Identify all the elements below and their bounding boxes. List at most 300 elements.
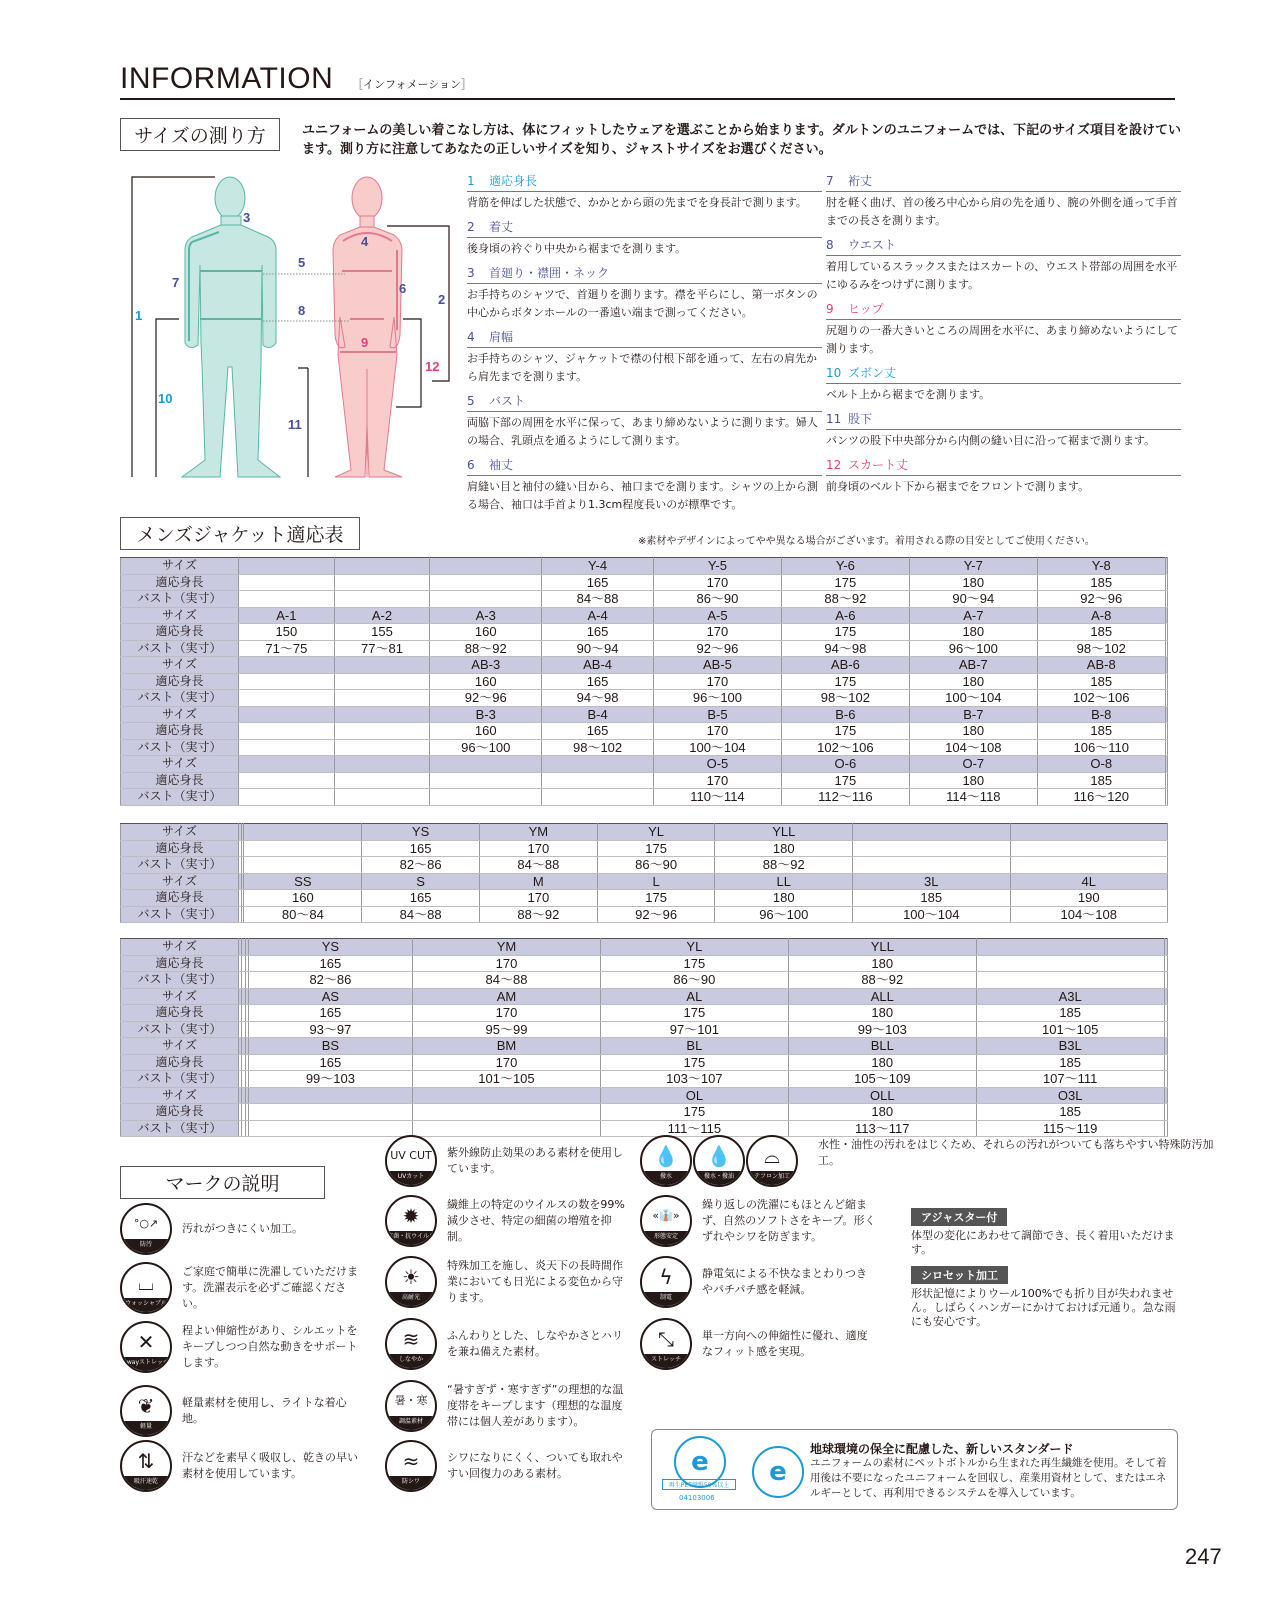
table-cell: 180	[909, 624, 1037, 641]
table-cell: 86～90	[600, 972, 788, 989]
table-row	[121, 640, 1168, 657]
table-cell: Y-4	[542, 558, 654, 575]
table-cell	[1165, 772, 1167, 789]
page-number: 247	[1185, 1544, 1222, 1569]
table-cell: 98～102	[1037, 640, 1165, 657]
table-cell: 105～109	[788, 1071, 976, 1088]
table-cell: 180	[909, 723, 1037, 740]
mark-band-label: しなやか	[387, 1354, 435, 1368]
table-cell	[1165, 657, 1167, 674]
measure-item-number: 1	[467, 174, 475, 188]
figure-label-11: 11	[288, 417, 302, 432]
table-cell: 175	[781, 574, 909, 591]
table-cell	[1165, 690, 1167, 707]
lightfast-icon	[385, 1256, 437, 1308]
table-cell: YM	[479, 824, 597, 841]
table-cell	[1164, 1054, 1167, 1071]
table-row	[121, 873, 1168, 890]
table-cell: B-3	[430, 706, 542, 723]
table-cell: 84～88	[362, 906, 480, 923]
table-cell: 175	[600, 955, 788, 972]
mark-band-label: 軽量	[122, 1421, 170, 1435]
table-cell: 170	[413, 955, 601, 972]
measure-item-desc: 尻廻りの一番大きいところの周囲を水平に、あまり締めないようにして測ります。	[826, 324, 1178, 355]
table-cell: 180	[909, 574, 1037, 591]
measure-item-desc: 両脇下部の周囲を水平に保って、あまり締めないように測ります。婦人の場合、乳頭点を通るようにして測ります。	[467, 416, 818, 447]
table-row	[121, 789, 1168, 806]
table-cell: A-5	[653, 607, 781, 624]
measure-item	[826, 410, 1181, 450]
mark-desc: 軽量素材を使用し、ライトな着心地。	[182, 1396, 347, 1425]
row-label: 適応身長	[121, 840, 239, 857]
measure-item-label: 着丈	[489, 220, 514, 234]
table-cell	[239, 772, 335, 789]
table-cell	[248, 1087, 412, 1104]
mark-item	[120, 1262, 362, 1314]
table-cell: 102～106	[1037, 690, 1165, 707]
table-cell	[334, 789, 430, 806]
measure-item-label: 適応身長	[489, 174, 538, 188]
table-cell	[239, 690, 335, 707]
row-label: 適応身長	[121, 1104, 239, 1121]
table-cell	[334, 690, 430, 707]
measure-item-desc: 着用しているスラックスまたはスカートの、ウエスト帯部の周囲を水平にゆるみをつけずに測ります。	[826, 260, 1178, 291]
table-cell: 165	[542, 574, 654, 591]
row-label: 適応身長	[121, 723, 239, 740]
table-cell	[853, 840, 1010, 857]
row-label: バスト（実寸）	[121, 739, 239, 756]
table-cell	[239, 574, 335, 591]
table-cell	[1165, 574, 1167, 591]
mark-item	[640, 1318, 877, 1370]
measure-item-desc: 背筋を伸ばした状態で、かかとから頭の先までを身長計で測ります。	[467, 196, 807, 209]
table-cell	[334, 723, 430, 740]
row-label: 適応身長	[121, 673, 239, 690]
table-cell: 185	[1037, 772, 1165, 789]
measure-item-label: 袖丈	[489, 458, 514, 472]
table-cell: 80～84	[244, 906, 362, 923]
row-label: バスト（実寸）	[121, 1120, 239, 1137]
table-row	[121, 1071, 1168, 1088]
table-cell	[430, 574, 542, 591]
table-cell: 180	[715, 840, 853, 857]
mark-item	[385, 1380, 627, 1432]
table-cell	[334, 558, 430, 575]
mark-glyph: ⌓	[764, 1144, 780, 1168]
table-cell: 165	[248, 1005, 412, 1022]
measure-item	[826, 364, 1181, 404]
measure-item-label: 肩幅	[489, 330, 514, 344]
stretch-icon	[640, 1318, 692, 1370]
table-cell: 160	[430, 624, 542, 641]
table-cell: 104～108	[909, 739, 1037, 756]
water-repellent-icon	[640, 1135, 692, 1187]
table-cell	[853, 857, 1010, 874]
table-row	[121, 988, 1168, 1005]
two-way-stretch-icon	[120, 1321, 172, 1373]
mark-item	[385, 1256, 627, 1308]
siroset-note	[911, 1264, 1179, 1329]
row-label: バスト（実寸）	[121, 1021, 239, 1038]
adjuster-tag: アジャスター付	[911, 1208, 1007, 1226]
table-cell: 99～103	[788, 1021, 976, 1038]
measurement-diagram	[120, 165, 450, 485]
stain-resistant-icon	[120, 1203, 172, 1255]
table-cell: 165	[248, 1054, 412, 1071]
table-cell: OL	[600, 1087, 788, 1104]
table-cell: 84～88	[413, 972, 601, 989]
jacket-note: ※素材やデザインによってやや異なる場合がございます。着用される際の目安としてご使用ください。	[638, 536, 1095, 547]
table-row	[121, 690, 1168, 707]
mark-band-label: 抗菌・抗ウイルス	[387, 1231, 435, 1245]
row-label: サイズ	[121, 939, 239, 956]
table-cell	[334, 574, 430, 591]
table-cell	[1010, 857, 1168, 874]
table-row	[121, 756, 1168, 773]
table-cell	[334, 772, 430, 789]
table-cell	[976, 972, 1164, 989]
figure-label-2: 2	[438, 292, 446, 307]
table-cell	[1010, 840, 1168, 857]
table-cell: 96～100	[909, 640, 1037, 657]
measure-item-title	[826, 456, 1181, 476]
mark-desc: 特殊加工を施し、炎天下の長時間作業においても日光による変色から守ります。	[447, 1259, 623, 1304]
measure-item-desc: 前身頃のベルト下から裾までをフロントで測ります。	[826, 480, 1090, 493]
table-cell	[976, 939, 1164, 956]
table-cell: 77～81	[334, 640, 430, 657]
row-label: バスト（実寸）	[121, 857, 239, 874]
table-cell: 170	[653, 673, 781, 690]
table-cell: Y-8	[1037, 558, 1165, 575]
table-cell: 94～98	[542, 690, 654, 707]
row-label: バスト（実寸）	[121, 906, 239, 923]
table-cell: AB-7	[909, 657, 1037, 674]
mark-desc: 繰り返しの洗濯にもほとんど縮まず、自然のソフトさをキープ。形くずれやシワを防ぎます。	[702, 1198, 876, 1243]
mark-desc: 単一方向への伸縮性に優れ、適度なフィット感を実現。	[702, 1329, 868, 1358]
table-cell: 160	[430, 673, 542, 690]
row-label: バスト（実寸）	[121, 1071, 239, 1088]
mark-desc: 紫外線防止効果のある素材を使用しています。	[447, 1146, 623, 1175]
mark-glyph: 💧	[706, 1144, 732, 1168]
table-cell: B3L	[976, 1038, 1164, 1055]
measure-item-desc: 肩縫い目と袖付の縫い目から、袖口までを測ります。シャツの上から測る場合、袖口は手首より1.3cm程度長いのが標準です。	[467, 480, 818, 511]
eco-code: 04103006	[679, 1494, 715, 1502]
table-cell	[244, 840, 362, 857]
measure-item-title	[826, 236, 1181, 256]
siroset-desc: 形状記憶によりウール100%でも折り目が失われません。しばらくハンガーにかけておけば元通り。急な雨にも安心です。	[911, 1287, 1176, 1328]
table-cell: 165	[542, 673, 654, 690]
section-label-measure: サイズの測り方	[120, 118, 280, 151]
table-cell: 82～86	[248, 972, 412, 989]
row-label: サイズ	[121, 607, 239, 624]
row-label: サイズ	[121, 706, 239, 723]
table-cell: B-7	[909, 706, 1037, 723]
eco-info-box	[651, 1429, 1178, 1510]
measure-item-title	[467, 392, 822, 412]
teflon-icon	[746, 1135, 798, 1187]
table-row	[121, 739, 1168, 756]
table-cell	[542, 772, 654, 789]
row-label: サイズ	[121, 558, 239, 575]
mark-item	[385, 1440, 627, 1492]
table-row	[121, 574, 1168, 591]
table-cell: AM	[413, 988, 601, 1005]
figure-label-4: 4	[361, 234, 369, 249]
table-cell	[430, 591, 542, 608]
mark-desc: ふんわりとした、しなやかさとハリを兼ね備えた素材。	[447, 1329, 623, 1358]
row-label: バスト（実寸）	[121, 972, 239, 989]
table-cell: 86～90	[653, 591, 781, 608]
measure-item-title	[826, 300, 1181, 320]
measure-item	[467, 218, 822, 258]
mark-band-label: 撥水	[642, 1171, 690, 1185]
table-cell: 90～94	[909, 591, 1037, 608]
table-cell: 113～117	[788, 1120, 976, 1137]
mark-item	[120, 1440, 362, 1492]
table-cell: 170	[479, 840, 597, 857]
table-cell: 175	[600, 1054, 788, 1071]
table-cell: 185	[1037, 624, 1165, 641]
table-cell: 150	[239, 624, 335, 641]
eco-badge: 再生PET繊維50%以上	[662, 1479, 736, 1490]
table-cell	[1164, 1021, 1167, 1038]
table-cell	[239, 739, 335, 756]
measure-item-number: 2	[467, 220, 475, 234]
measure-item	[826, 172, 1181, 230]
table-cell: YS	[248, 939, 412, 956]
figure-label-1: 1	[135, 308, 143, 323]
temperature-control-icon	[385, 1380, 437, 1432]
table-cell	[334, 756, 430, 773]
table-cell	[334, 673, 430, 690]
table-cell: 160	[430, 723, 542, 740]
table-cell	[1164, 972, 1167, 989]
row-label: 適応身長	[121, 1005, 239, 1022]
table-cell: 114～118	[909, 789, 1037, 806]
table-cell	[334, 591, 430, 608]
table-cell: Y-5	[653, 558, 781, 575]
table-row	[121, 772, 1168, 789]
mark-band-label: 防シワ	[387, 1476, 435, 1490]
table-cell: 155	[334, 624, 430, 641]
table-cell: 180	[788, 1005, 976, 1022]
table-row	[121, 673, 1168, 690]
table-cell: 175	[781, 723, 909, 740]
table-cell	[1165, 607, 1167, 624]
table-cell	[248, 1104, 412, 1121]
mark-item	[746, 1135, 1214, 1187]
table-cell: B-6	[781, 706, 909, 723]
water-oil-repellent-icon	[693, 1135, 745, 1187]
row-label: 適応身長	[121, 624, 239, 641]
table-cell: BM	[413, 1038, 601, 1055]
table-row	[121, 840, 1168, 857]
table-cell: 97～101	[600, 1021, 788, 1038]
mark-band-label: 吸汗速乾	[122, 1476, 170, 1490]
table-cell: 175	[597, 840, 715, 857]
table-cell: 84～88	[542, 591, 654, 608]
row-label: サイズ	[121, 873, 239, 890]
figure-label-6: 6	[399, 281, 407, 296]
table-cell: A-6	[781, 607, 909, 624]
table-cell	[239, 756, 335, 773]
table-cell: B-8	[1037, 706, 1165, 723]
mark-band-label: 高耐光	[387, 1292, 435, 1306]
mark-band-label: 形態安定	[642, 1231, 690, 1245]
table-cell	[239, 789, 335, 806]
table-cell: 185	[976, 1054, 1164, 1071]
table-cell: 88～92	[781, 591, 909, 608]
mark-glyph: ⇅	[137, 1449, 155, 1473]
table-cell	[1165, 640, 1167, 657]
table-cell: AB-5	[653, 657, 781, 674]
table-cell: 84～88	[479, 857, 597, 874]
table-cell: 107～111	[976, 1071, 1164, 1088]
measure-item-title	[826, 410, 1181, 430]
table-cell: A-1	[239, 607, 335, 624]
table-cell: 115～119	[976, 1120, 1164, 1137]
table-cell	[1164, 1071, 1167, 1088]
row-label: サイズ	[121, 824, 239, 841]
table-cell	[1165, 723, 1167, 740]
measure-item-label: ズボン丈	[848, 366, 897, 380]
table-cell: 185	[976, 1005, 1164, 1022]
measure-item-label: 裄丈	[848, 174, 873, 188]
table-row	[121, 972, 1168, 989]
measure-item-title	[467, 172, 822, 192]
mark-glyph: ϟ	[659, 1265, 673, 1289]
table-cell	[244, 857, 362, 874]
row-label: サイズ	[121, 756, 239, 773]
table-cell: A-3	[430, 607, 542, 624]
measure-item-title	[826, 364, 1181, 384]
measure-item	[826, 236, 1181, 294]
eco-desc: ユニフォームの素材にペットボトルから生まれた再生繊維を使用。そして着用後は不要になったユニフォームを回収し、産業用資材として、またはエネルギーとして、再利用できるシステムを導入しています。	[810, 1457, 1167, 1499]
table-cell: 104～108	[1010, 906, 1168, 923]
table-cell: 71～75	[239, 640, 335, 657]
mark-glyph: UV CUT	[390, 1149, 432, 1162]
table-cell	[239, 591, 335, 608]
table-cell: 92～96	[1037, 591, 1165, 608]
measure-item	[826, 300, 1181, 358]
table-cell: 103～107	[600, 1071, 788, 1088]
row-label: サイズ	[121, 1038, 239, 1055]
table-cell: 170	[653, 574, 781, 591]
table-cell	[1165, 706, 1167, 723]
mark-glyph: 💧	[653, 1144, 679, 1168]
page-title: INFORMATION	[120, 62, 334, 95]
lightweight-icon	[120, 1385, 172, 1437]
measure-item-number: 10	[826, 366, 842, 380]
measure-item-number: 7	[826, 174, 834, 188]
mark-item	[693, 1135, 745, 1187]
measure-item	[467, 456, 822, 514]
table-row	[121, 706, 1168, 723]
adjuster-desc: 体型の変化にあわせて調節でき、長く着用いただけます。	[911, 1229, 1175, 1256]
section-label-marks: マークの説明	[120, 1166, 325, 1199]
table-cell: YLL	[788, 939, 976, 956]
size-table-3	[120, 938, 1168, 1137]
table-row	[121, 1038, 1168, 1055]
measure-list-left	[467, 172, 822, 520]
table-cell	[1164, 1038, 1167, 1055]
measure-item	[826, 456, 1181, 496]
figure-label-12: 12	[425, 359, 440, 374]
table-cell: 88～92	[715, 857, 853, 874]
table-cell: 175	[781, 624, 909, 641]
table-cell: 175	[781, 772, 909, 789]
siroset-tag: シロセット加工	[911, 1266, 1008, 1284]
table-cell: 185	[853, 890, 1010, 907]
mark-item	[385, 1318, 627, 1370]
table-cell	[239, 673, 335, 690]
mark-band-label: ウォッシャブル	[122, 1298, 170, 1312]
table-cell: 190	[1010, 890, 1168, 907]
table-cell: OLL	[788, 1087, 976, 1104]
table-cell: 101～105	[976, 1021, 1164, 1038]
table-cell: 82～86	[362, 857, 480, 874]
table-cell: AL	[600, 988, 788, 1005]
antiviral-icon	[385, 1195, 437, 1247]
measure-item	[467, 172, 822, 212]
measure-item-label: 首廻り・襟囲・ネック	[489, 266, 610, 280]
table-row	[121, 939, 1168, 956]
table-cell	[1164, 988, 1167, 1005]
table-cell: 185	[1037, 574, 1165, 591]
table-cell: Y-7	[909, 558, 1037, 575]
row-label: 適応身長	[121, 772, 239, 789]
table-cell: O-5	[653, 756, 781, 773]
measure-item-title	[467, 456, 822, 476]
table-cell: 96～100	[430, 739, 542, 756]
table-cell: 180	[788, 1104, 976, 1121]
row-label: サイズ	[121, 657, 239, 674]
measure-item-label: バスト	[489, 394, 526, 408]
mark-desc: 繊維上の特定のウイルスの数を99%減少させ、特定の細菌の増殖を抑制。	[447, 1198, 625, 1243]
mark-desc: 汚れがつきにくい加工。	[182, 1222, 303, 1235]
mark-glyph: ☀	[402, 1265, 420, 1289]
table-cell	[1165, 673, 1167, 690]
measure-item-number: 6	[467, 458, 475, 472]
table-cell: 98～102	[781, 690, 909, 707]
table-cell: 106～110	[1037, 739, 1165, 756]
table-cell: 100～104	[853, 906, 1010, 923]
mark-glyph: ⤡	[658, 1327, 674, 1351]
row-label: バスト（実寸）	[121, 591, 239, 608]
page-subtitle: ［インフォメーション］	[352, 78, 473, 91]
body-figures	[120, 165, 450, 485]
mark-glyph: 暑・寒	[394, 1394, 428, 1407]
mark-item	[120, 1203, 362, 1255]
washable-icon	[120, 1262, 172, 1314]
table-cell	[1164, 939, 1167, 956]
antistatic-icon	[640, 1256, 692, 1308]
figure-label-8: 8	[298, 303, 306, 318]
table-cell: Y-6	[781, 558, 909, 575]
table-cell: 94～98	[781, 640, 909, 657]
table-cell: 175	[781, 673, 909, 690]
table-cell	[334, 739, 430, 756]
mark-item	[640, 1256, 877, 1308]
table-cell	[542, 789, 654, 806]
table-cell: 3L	[853, 873, 1010, 890]
table-cell	[430, 789, 542, 806]
table-cell	[1164, 1087, 1167, 1104]
mark-item	[385, 1195, 627, 1247]
table-cell: 165	[542, 624, 654, 641]
table-cell	[1164, 955, 1167, 972]
table-cell	[1165, 739, 1167, 756]
